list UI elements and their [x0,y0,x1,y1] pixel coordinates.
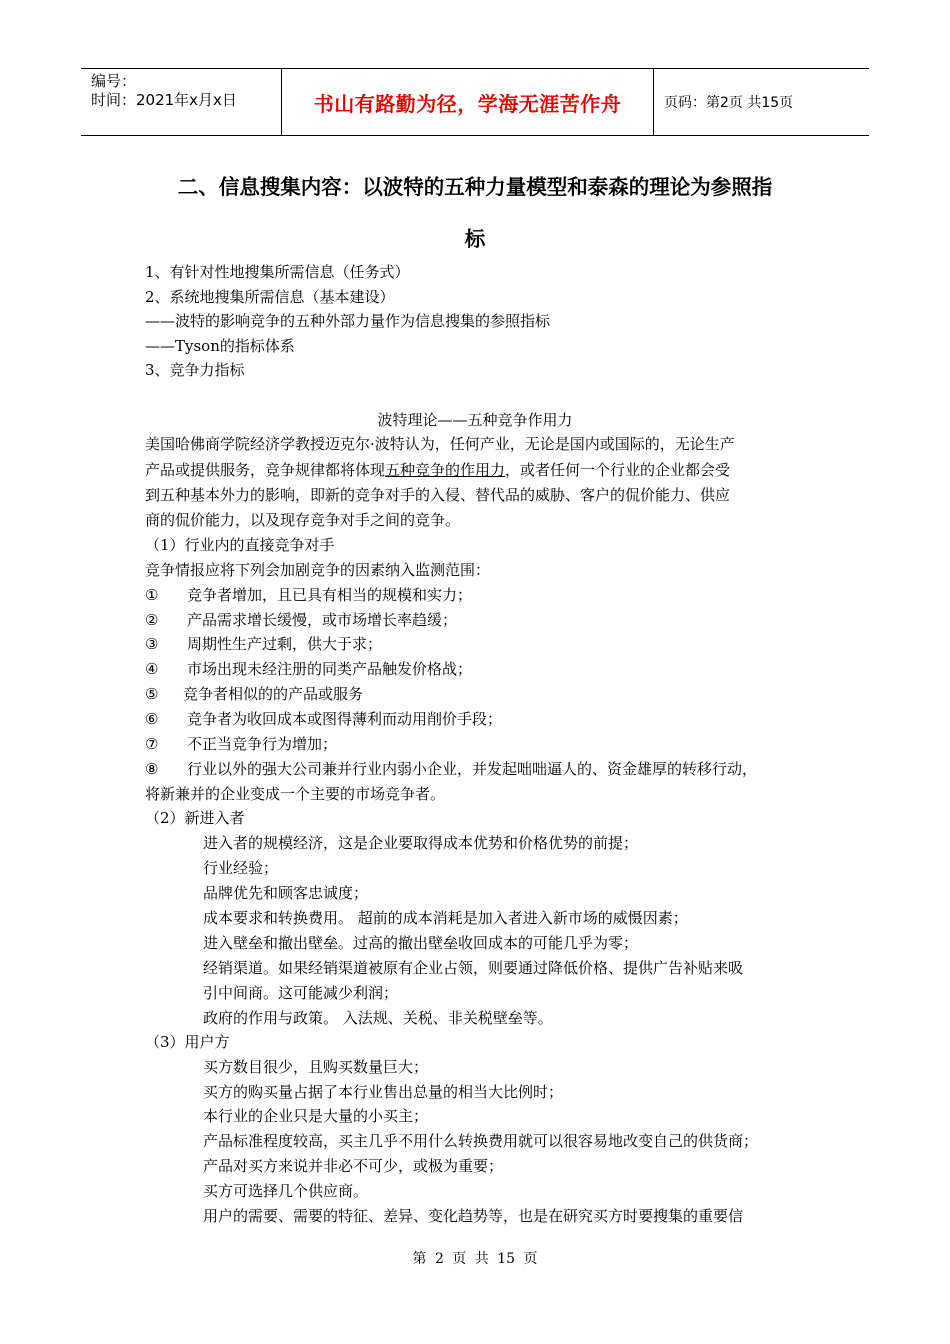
para-line: 到五种基本外力的影响，即新的竞争对手的入侵、替代品的威胁、客户的侃价能力、供应 [145,486,731,504]
list-item-continuation: 将新兼并的企业变成一个主要的市场竞争者。 [145,785,446,803]
list-line: 用户的需要、需要的特征、差异、变化趋势等，也是在研究买方时要搜集的重要信 [203,1207,744,1225]
header-time: 时间：2021年x月x日 [91,91,237,109]
list-item [145,734,337,754]
para-line: 商的侃价能力，以及现存竞争对手之间的竞争。 [145,511,461,529]
item-number: ② [145,611,159,629]
item-text: 竞争者增加，且已具有相当的规模和实力； [187,586,473,604]
para-line [145,460,730,480]
item-number: ① [145,586,159,604]
list-line: 品牌优先和顾客忠诚度； [203,884,369,902]
lead-line: 竞争情报应将下列会加剧竞争的因素纳入监测范围： [145,561,491,579]
item-text: 竞争者相似的的产品或服务 [183,685,364,703]
list-line: 本行业的企业只是大量的小买主； [203,1107,429,1125]
section-title-line2: 标 [464,227,486,251]
subsection-heading: （1）行业内的直接竞争对手 [145,536,335,554]
list-item [145,634,382,654]
section-title-line1: 二、信息搜集内容：以波特的五种力量模型和泰森的理论为参照指 [177,175,773,199]
list-line: 引中间商。这可能减少利润； [203,984,399,1002]
underlined-term: 五种竞争的作用力 [385,461,506,479]
intro-line: ——Tyson的指标体系 [145,337,295,355]
item-number: ③ [145,635,159,653]
item-number: ④ [145,660,159,678]
list-line: 成本要求和转换费用。 超前的成本消耗是加入者进入新市场的威慑因素； [203,909,688,927]
item-text: 产品需求增长缓慢，或市场增长率趋缓； [187,611,458,629]
list-item [145,709,502,729]
item-text: 行业以外的强大公司兼并行业内弱小企业，并发起咄咄逼人的、资金雄厚的转移行动， [187,760,758,778]
header-motto: 书山有路勤为径，学海无涯苦作舟 [282,69,654,135]
intro-line: 3、竞争力指标 [145,361,245,379]
item-text: 周期性生产过剩，供大于求； [187,635,383,653]
header-meta [81,69,282,135]
intro-line: ——波特的影响竞争的五种外部力量作为信息搜集的参照指标 [145,312,551,330]
list-item [145,659,472,679]
para-line: 美国哈佛商学院经济学教授迈克尔·波特认为，任何产业，无论是国内或国际的，无论生产 [145,435,735,453]
list-line: 经销渠道。如果经销渠道被原有企业占领，则要通过降低价格、提供广告补贴来吸 [203,959,744,977]
list-item [145,585,472,605]
list-item [145,610,457,630]
list-line: 买方数目很少，且购买数量巨大； [203,1058,429,1076]
item-number: ⑦ [145,735,159,753]
item-number: ⑤ [145,685,159,703]
list-line: 买方的购买量占据了本行业售出总量的相当大比例时； [203,1083,564,1101]
list-item [145,759,757,779]
intro-line: 1、有针对性地搜集所需信息（任务式） [145,263,410,281]
item-text: 市场出现未经注册的同类产品触发价格战； [187,660,473,678]
para-text: 产品或提供服务，竞争规律都将体现 [145,461,386,479]
header-number: 编号： [91,72,137,90]
subsection-heading: （3）用户方 [145,1033,230,1051]
page-header [81,68,869,136]
list-line: 买方可选择几个供应商。 [203,1182,369,1200]
item-text: 竞争者为收回成本或图得薄利而动用削价手段； [187,710,503,728]
intro-line: 2、系统地搜集所需信息（基本建设） [145,288,395,306]
item-number: ⑧ [145,760,159,778]
para-text: ，或者任何一个行业的企业都会受 [505,461,731,479]
subsection-heading: （2）新进入者 [145,809,245,827]
list-line: 产品对买方来说并非必不可少，或极为重要； [203,1157,504,1175]
porter-heading: 波特理论——五种竞争作用力 [377,411,573,429]
list-line: 政府的作用与政策。 入法规、关税、非关税壁垒等。 [203,1009,553,1027]
list-line: 行业经验； [203,859,279,877]
page-footer: 第 2 页 共 15 页 [412,1251,538,1267]
list-item [145,684,363,704]
list-line: 产品标准程度较高，买主几乎不用什么转换费用就可以很容易地改变自己的供货商； [203,1132,759,1150]
header-page-info: 页码：第2页 共15页 [664,95,794,111]
item-text: 不正当竞争行为增加； [187,735,338,753]
list-line: 进入壁垒和撤出壁垒。过高的撤出壁垒收回成本的可能几乎为零； [203,934,639,952]
item-number: ⑥ [145,710,159,728]
list-line: 进入者的规模经济，这是企业要取得成本优势和价格优势的前提； [203,834,639,852]
